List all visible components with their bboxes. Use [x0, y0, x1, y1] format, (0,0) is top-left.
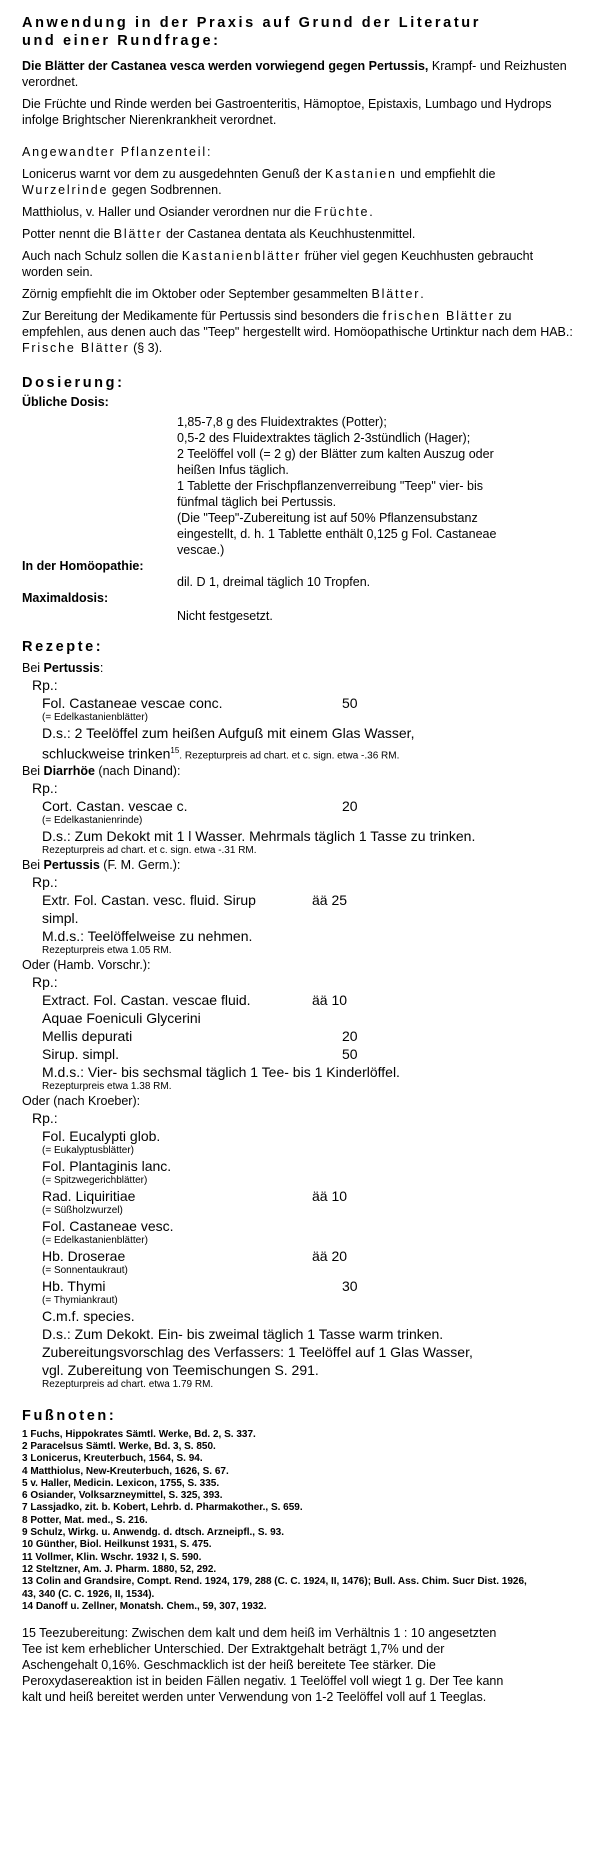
intro-paragraph-1	[22, 58, 575, 90]
usual-dose-text: 1,85-7,8 g des Fluidextraktes (Potter); 0,5-2 des Fluidextraktes täglich 2-3stündlich (Hager); 2 Teelöffel voll (= 2 g) der Blätter zum kalten Auszug oder heißen Infus täglich. 1 Tablette der Frischpflanzenverreibung "Teep" vier- bis fünfmal täglich bei Pertussis. (Die "Teep"-Zubereitung ist auf 50% Pflanzensubstanz eingestellt, d. h. 1 Tablette enthält 0,125 g Fol. Castaneae vescae.)	[177, 415, 497, 557]
ingredient: Extract. Fol. Castan. vescae fluid.	[42, 991, 251, 1008]
ingredient-note: (= Süßholzwurzel)	[42, 1204, 123, 1216]
ingredient: Fol. Castaneae vescae conc.	[42, 695, 223, 711]
recipe-5	[22, 1093, 575, 1391]
ingredient-note: (= Edelkastanienblätter)	[42, 712, 148, 723]
intro-bold-text: Die Blätter der Castanea vesca werden vorwiegend gegen Pertussis,	[22, 59, 429, 73]
footnote-list	[22, 1429, 575, 1613]
recipes-heading: Rezepte:	[22, 639, 104, 655]
ingredient: Rad. Liquiritiae	[42, 1187, 136, 1204]
homeopathy-text: dil. D 1, dreimal täglich 10 Tropfen.	[177, 575, 371, 589]
plant-part-paragraph: Lonicerus warnt vor dem zu ausgedehnten Genuß der Kastanien und empfiehlt die Wurzelrinde gegen Sodbrennen.	[22, 167, 496, 197]
max-dose-text: Nicht festgesetzt.	[177, 609, 273, 623]
footnote: 43, 340 (C. C. 1926, II, 1534).	[22, 1588, 155, 1600]
recipe-4	[22, 957, 575, 1093]
price: Rezepturpreis ad chart. etwa 1.79 RM.	[42, 1378, 214, 1390]
price: Rezepturpreis ad chart. et c. sign. etwa -.31 RM.	[42, 844, 257, 856]
amount: ää 20	[312, 1247, 348, 1264]
footnote: 3 Lonicerus, Kreuterbuch, 1564, S. 94.	[22, 1453, 203, 1465]
footnote: 14 Danoff u. Zellner, Monatsh. Chem., 59, 307, 1932.	[22, 1600, 267, 1612]
footnote: 7 Lassjadko, zit. b. Kobert, Lehrb. d. Pharmakother., S. 659.	[22, 1502, 303, 1514]
rp-label: Rp.:	[32, 779, 58, 796]
plant-part-paragraph: Matthiolus, v. Haller und Osiander verordnen nur die Früchte.	[22, 205, 373, 219]
ingredient: Aquae Foeniculi Glycerini	[42, 1009, 201, 1026]
amount: 50	[342, 695, 358, 711]
footnote: 5 v. Haller, Medicin. Lexicon, 1755, S. 335.	[22, 1477, 220, 1489]
rp-label: Rp.:	[32, 1109, 58, 1126]
dosage-heading: Dosierung:	[22, 375, 125, 391]
footnote: 11 Vollmer, Klin. Wschr. 1932 I, S. 590.	[22, 1551, 202, 1563]
ingredient-note: (= Sonnentaukraut)	[42, 1264, 128, 1276]
footnote: 4 Matthiolus, New-Kreuterbuch, 1626, S. 67.	[22, 1465, 229, 1477]
ingredient: Hb. Thymi	[42, 1277, 106, 1294]
footnote: 6 Osiander, Volksarzneymittel, S. 325, 393.	[22, 1490, 223, 1502]
intro-paragraph-2	[22, 96, 575, 128]
ingredient-note: (= Spitzwegerichblätter)	[42, 1174, 148, 1186]
signatur: M.d.s.: Vier- bis sechsmal täglich 1 Tee- bis 1 Kinderlöffel.	[42, 1063, 400, 1080]
amount: 20	[342, 1027, 358, 1044]
plant-part-paragraph: Potter nennt die Blätter der Castanea dentata als Keuchhustenmittel.	[22, 227, 416, 241]
ingredient-note: (= Thymiankraut)	[42, 1294, 118, 1306]
ingredient: Sirup. simpl.	[42, 1045, 120, 1062]
rp-label: Rp.:	[32, 973, 58, 990]
footnote: 2 Paracelsus Sämtl. Werke, Bd. 3, S. 850.	[22, 1440, 216, 1452]
usual-dose-label: Übliche Dosis:	[22, 395, 109, 409]
cmf-line: C.m.f. species.	[42, 1307, 135, 1324]
price: . Rezepturpreis ad chart. et c. sign. etwa -.36 RM.	[179, 750, 400, 762]
ingredient: simpl.	[42, 909, 79, 926]
ingredient: Extr. Fol. Castan. vesc. fluid. Sirup	[42, 891, 256, 908]
price: Rezepturpreis etwa 1.38 RM.	[42, 1080, 172, 1092]
plant-part-paragraph: Zur Bereitung der Medikamente für Pertussis sind besonders die frischen Blätter zu empfehlen, aus denen auch das "Teep" hergestellt wird. Homöopathische Urtinktur nach dem HAB.: Frische Blätter (§ 3).	[22, 309, 573, 355]
footnote: 13 Colin and Grandsire, Compt. Rend. 1924, 179, 288 (C. C. 1924, II, 1476); Bull. Ass. Chim. Sucr Dist. 1926,	[22, 1576, 527, 1588]
ingredient: Hb. Droserae	[42, 1247, 126, 1264]
ingredient-note: (= Eukalyptusblätter)	[42, 1144, 134, 1156]
amount: 20	[342, 797, 358, 814]
rp-label: Rp.:	[32, 873, 58, 890]
signatur: D.s.: 2 Teelöffel zum heißen Aufguß mit einem Glas Wasser,	[42, 725, 415, 741]
intro-text: Die Früchte und Rinde werden bei Gastroenteritis, Hämoptoe, Epistaxis, Lumbago und Hydrops infolge Brightscher Nierenkrankheit verordnet.	[22, 97, 552, 127]
ingredient: Fol. Eucalypti glob.	[42, 1127, 161, 1144]
amount: 30	[342, 1277, 358, 1294]
rp-label: Rp.:	[32, 677, 58, 693]
recipe-3: Bei Pertussis (F. M. Germ.): Rp.: Extr. Fol. Castan. vesc. fluid. Sirup ää 25 simpl. M.d.s.: Teelöffelweise zu nehmen. Rezepturpreis etwa 1.05 RM.	[22, 857, 575, 957]
footnote-ref: 15	[170, 746, 180, 755]
ingredient: Fol. Plantaginis lanc.	[42, 1157, 172, 1174]
footnote: 12 Steltzner, Am. J. Pharm. 1880, 52, 292.	[22, 1563, 217, 1575]
recipe-2: Bei Diarrhöe (nach Dinand): Rp.: Cort. Castan. vescae c. 20 (= Edelkastanienrinde) D.s.: Zum Dekokt mit 1 l Wasser. Mehrmals täglich 1 Tasse zu trinken. Rezepturpreis ad chart. et c. sign. etwa -.31 RM.	[22, 763, 575, 857]
ingredient-note: (= Edelkastanienblätter)	[42, 1234, 148, 1246]
amount: ää 10	[312, 1187, 348, 1204]
page-title: Anwendung in der Praxis auf Grund der Literatur und einer Rundfrage:	[22, 15, 481, 49]
price: Rezepturpreis etwa 1.05 RM.	[42, 944, 172, 956]
signatur: M.d.s.: Teelöffelweise zu nehmen.	[42, 927, 253, 944]
ingredient: Fol. Castaneae vesc.	[42, 1217, 174, 1234]
homeopathy-label: In der Homöopathie:	[22, 559, 144, 573]
preparation-note: Zubereitungsvorschlag des Verfassers: 1 Teelöffel auf 1 Glas Wasser,	[42, 1343, 473, 1360]
plant-part-paragraph: Auch nach Schulz sollen die Kastanienblätter früher viel gegen Keuchhusten gebraucht worden sein.	[22, 249, 534, 279]
footnotes-heading: Fußnoten:	[22, 1407, 117, 1424]
recipe-1: Bei Pertussis: Rp.: Fol. Castaneae vescae conc. 50 (= Edelkastanienblätter) D.s.: 2 Teelöffel zum heißen Aufguß mit einem Glas Wasser, schluckweise trinken$^{15}$. Rezepturpreis ad chart. et c. sign. etwa -.36 RM.	[22, 660, 575, 763]
footnote: 8 Potter, Mat. med., S. 216.	[22, 1514, 148, 1526]
tea-preparation-footnote: 15 Teezubereitung: Zwischen dem kalt und dem heiß im Verhältnis 1 : 10 angesetzten Tee ist kem erheblicher Unterschied. Der Extraktgehalt beträgt 1,7% und der Aschengehalt 0,16%. Geschmacklich ist der heiß bereitete Tee stärker. Die Peroxydasereaktion ist in beiden Fällen negativ. 1 Teelöffel voll wiegt 1 g. Der Tee kann kalt und heiß bereitet werden unter Verwendung von 1-2 Teelöffel voll auf 1 Teeglas.	[22, 1626, 504, 1705]
ingredient: Cort. Castan. vescae c.	[42, 797, 188, 814]
plant-part-heading: Angewandter Pflanzenteil:	[22, 145, 213, 159]
amount: ää 25	[312, 891, 348, 908]
signatur: D.s.: Zum Dekokt. Ein- bis zweimal täglich 1 Tasse warm trinken.	[42, 1325, 444, 1342]
recipe-heading: Oder (nach Kroeber):	[22, 1093, 141, 1108]
signatur: D.s.: Zum Dekokt mit 1 l Wasser. Mehrmals täglich 1 Tasse zu trinken.	[42, 827, 476, 844]
recipe-heading: Oder (Hamb. Vorschr.):	[22, 957, 151, 972]
amount: ää 10	[312, 991, 348, 1008]
footnote: 9 Schulz, Wirkg. u. Anwendg. d. dtsch. Arzneipfl., S. 93.	[22, 1527, 284, 1539]
ingredient-note: (= Edelkastanienrinde)	[42, 814, 143, 826]
preparation-note: vgl. Zubereitung von Teemischungen S. 291.	[42, 1361, 319, 1378]
footnote: 1 Fuchs, Hippokrates Sämtl. Werke, Bd. 2, S. 337.	[22, 1428, 256, 1440]
ingredient: Mellis depurati	[42, 1027, 133, 1044]
amount: 50	[342, 1045, 358, 1062]
plant-part-paragraph: Zörnig empfiehlt die im Oktober oder September gesammelten Blätter.	[22, 287, 424, 301]
intro-rest-text: Krampf- und Reizhusten verordnet.	[22, 59, 567, 89]
max-dose-label: Maximaldosis:	[22, 591, 109, 605]
footnote: 10 Günther, Biol. Heilkunst 1931, S. 475.	[22, 1539, 212, 1551]
